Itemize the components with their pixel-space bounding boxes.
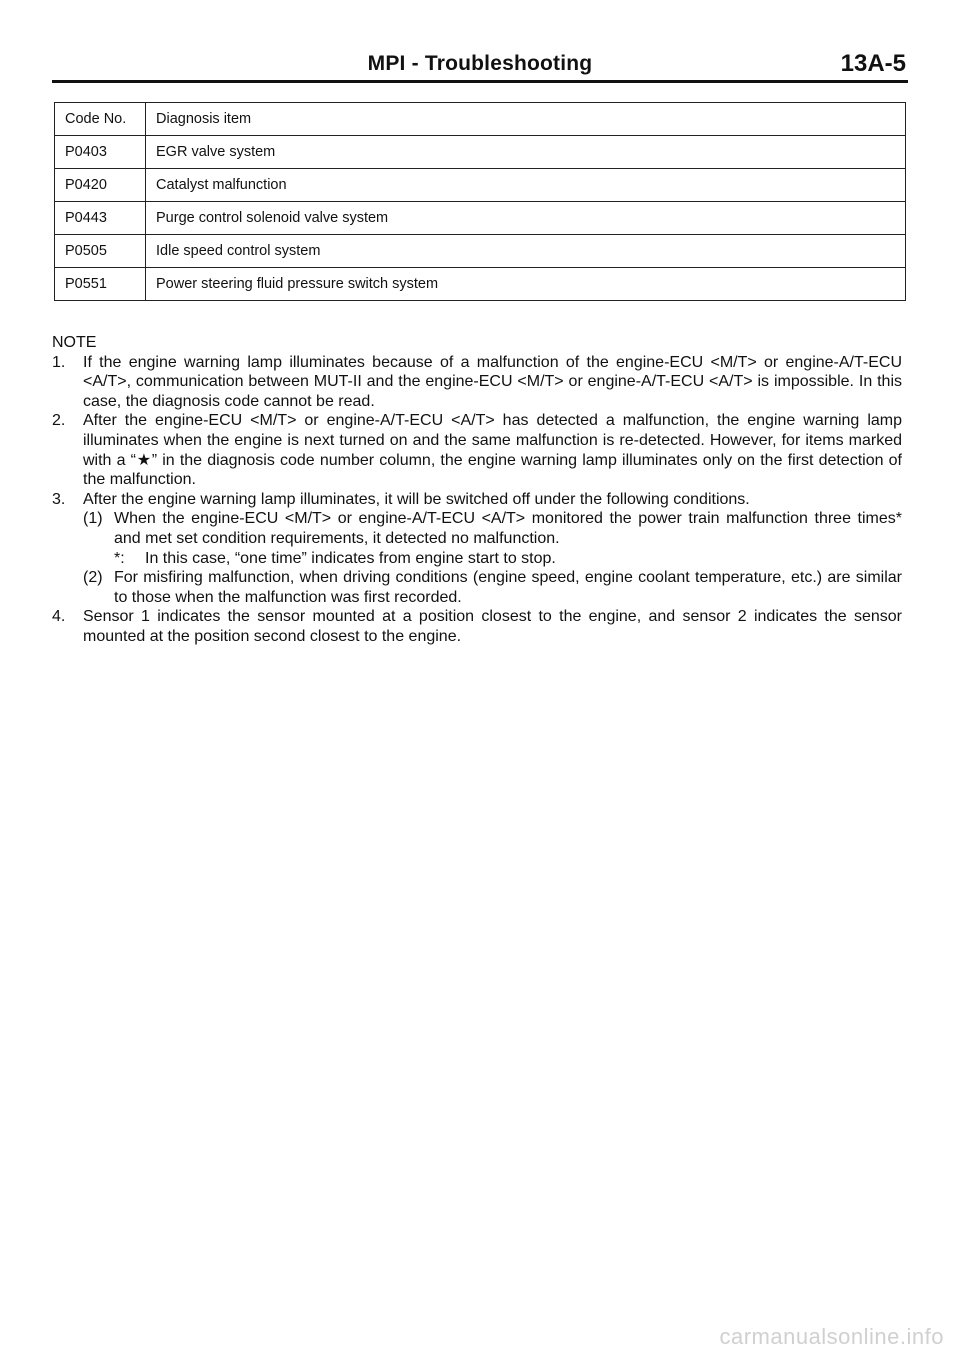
note-section [52,333,902,647]
item-cell: Catalyst malfunction [146,169,906,202]
code-cell: P0420 [55,169,146,202]
note-item-text: After the engine-ECU <M/T> or engine-A/T-ECU <A/T> has detected a malfunction, the engine warning lamp illuminates when the engine is next turned on and the same malfunction is re-detected. However, for items marked with a “★” in the diagnosis code number column, the engine warning lamp illuminates only on the first detection of the malfunction. [83,412,902,489]
item-cell: Idle speed control system [146,235,906,268]
column-header-item: Diagnosis item [146,103,906,136]
code-cell: P0505 [55,235,146,268]
note-item [52,411,902,489]
header-rule [52,80,908,83]
sub-item-group [52,509,902,607]
table-row [55,268,906,301]
page-title: MPI - Troubleshooting [367,52,593,75]
diagnosis-code-table [54,102,906,301]
note-sub-item-text: For misfiring malfunction, when driving conditions (engine speed, engine coolant temperature, etc.) are similar to those when the malfunction was first recorded. [114,569,902,606]
note-sub-item-text: When the engine-ECU <M/T> or engine-A/T-ECU <A/T> monitored the power train malfunction three times* and met set condition requirements, it detected no malfunction. [114,510,902,547]
page-number: 13A-5 [840,50,906,77]
watermark: carmanualsonline.info [719,1324,944,1349]
note-item-number: 2. [52,412,66,430]
table-row [55,136,906,169]
table-row [55,202,906,235]
code-cell: P0551 [55,268,146,301]
note-item-number: 4. [52,608,66,626]
note-title: NOTE [52,334,97,351]
code-cell: P0403 [55,136,146,169]
item-cell: Purge control solenoid valve system [146,202,906,235]
note-item-number: 1. [52,353,66,371]
page-header [52,48,908,80]
note-item-text: After the engine warning lamp illuminates, it will be switched off under the following conditions. [83,490,750,508]
note-item-number: 3. [52,490,66,508]
code-cell: P0443 [55,202,146,235]
note-item-text: If the engine warning lamp illuminates because of a malfunction of the engine-ECU <M/T> or engine-A/T-ECU <A/T>, communication between MUT-II and the engine-ECU <M/T> or engine-A/T-ECU <A/T> is impossible. In this case, the diagnosis code cannot be read. [83,353,902,410]
note-sub-item-number: (1) [83,510,103,528]
table-row [55,169,906,202]
note-sub-item [83,509,902,548]
note-footnote [114,549,902,569]
note-sub-item-number: (2) [83,569,103,587]
table-row [55,235,906,268]
item-cell: EGR valve system [146,136,906,169]
note-item [52,353,902,412]
table-header-row [55,103,906,136]
column-header-code: Code No. [55,103,146,136]
note-item [52,490,902,510]
note-item [52,607,902,646]
footnote-mark: *: [114,549,125,567]
footnote-text: In this case, “one time” indicates from engine start to stop. [145,549,556,567]
note-item-text: Sensor 1 indicates the sensor mounted at a position closest to the engine, and sensor 2 indicates the sensor mounted at the position second closest to the engine. [83,608,902,645]
note-sub-item [83,568,902,607]
item-cell: Power steering fluid pressure switch system [146,268,906,301]
